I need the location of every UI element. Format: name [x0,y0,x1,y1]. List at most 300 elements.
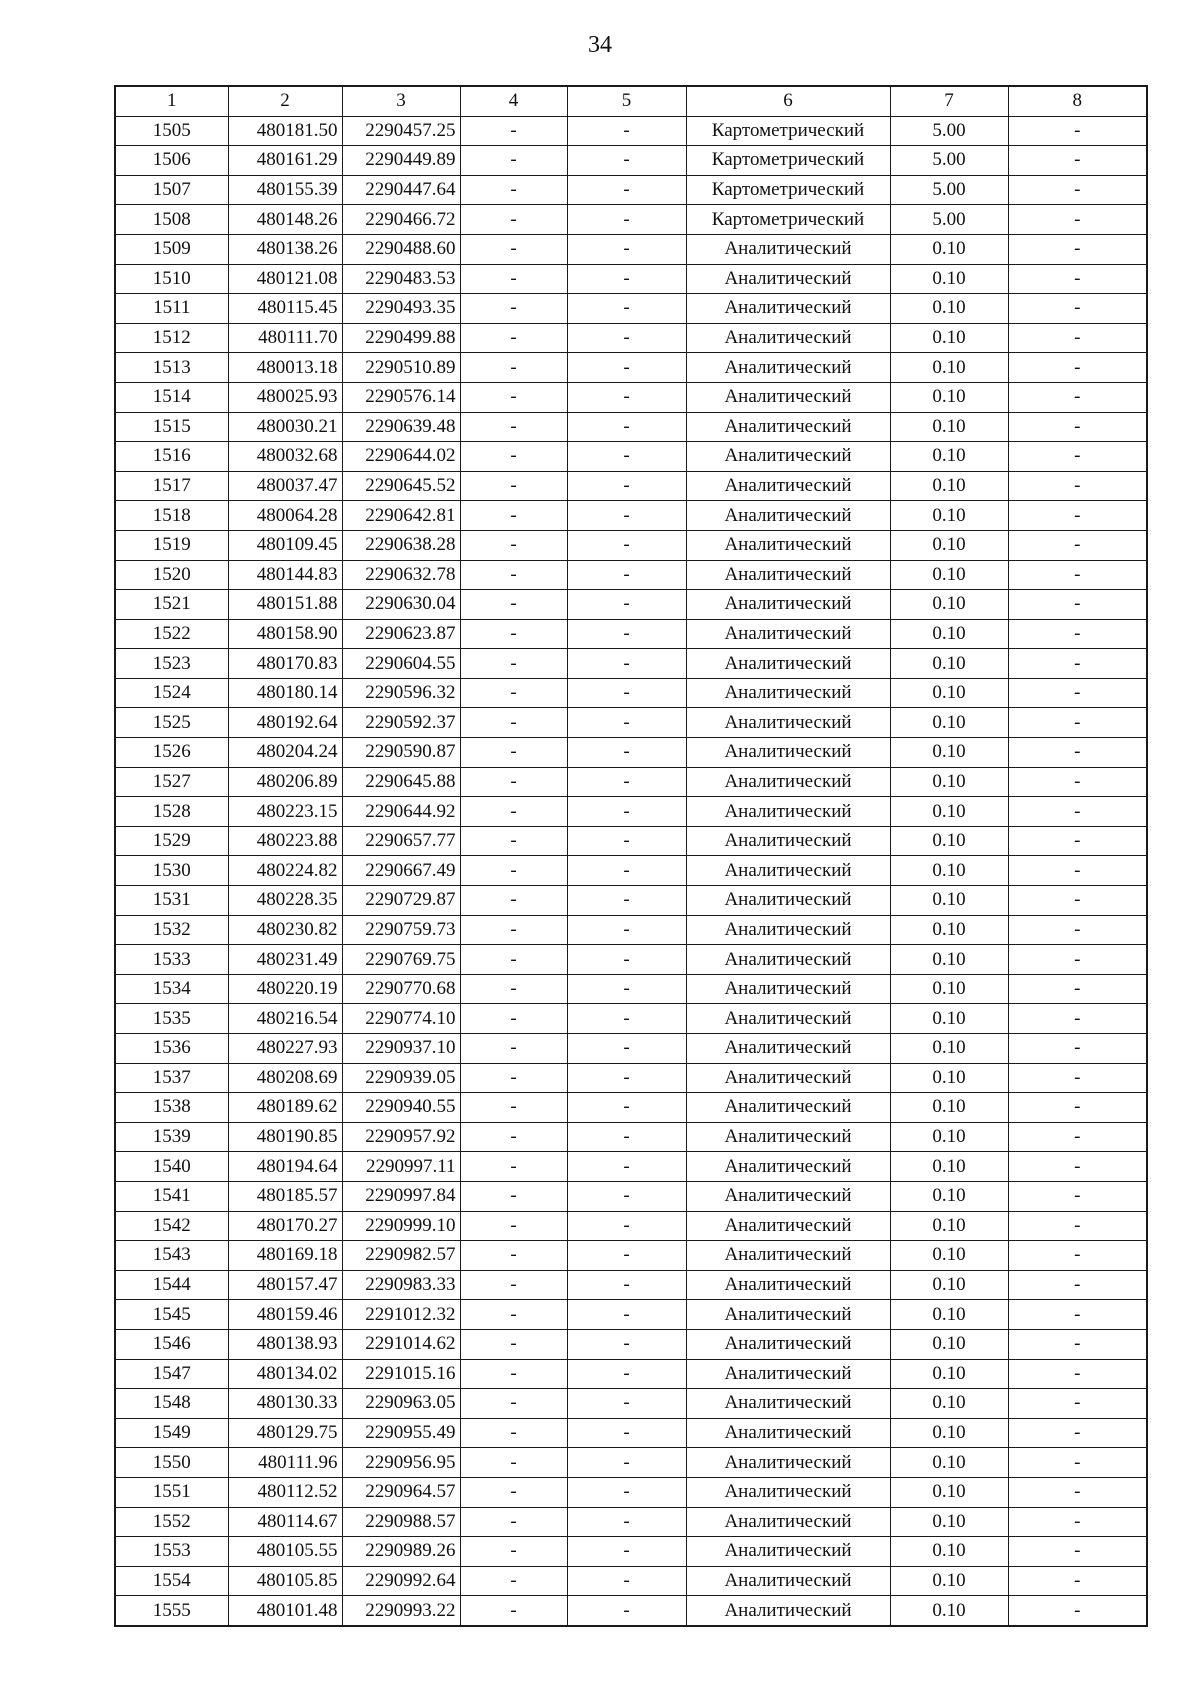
cell-point-number: 1519 [115,530,228,560]
cell-col-8: - [1008,353,1147,383]
cell-coord-x: 480112.52 [228,1477,342,1507]
cell-col-4: - [460,471,567,501]
cell-col-5: - [567,382,686,412]
cell-point-number: 1518 [115,501,228,531]
cell-col-5: - [567,708,686,738]
cell-coord-y: 2290604.55 [342,649,460,679]
table-row [115,175,1147,205]
table-row [115,945,1147,975]
cell-coord-x: 480025.93 [228,382,342,412]
cell-col-8: - [1008,767,1147,797]
cell-col-4: - [460,1300,567,1330]
cell-col-8: - [1008,412,1147,442]
cell-col-4: - [460,560,567,590]
cell-method: Аналитический [686,1211,890,1241]
cell-col-5: - [567,590,686,620]
cell-coord-x: 480111.96 [228,1448,342,1478]
cell-point-number: 1508 [115,205,228,235]
cell-col-8: - [1008,974,1147,1004]
cell-coord-y: 2291014.62 [342,1329,460,1359]
table-row [115,826,1147,856]
cell-coord-y: 2290993.22 [342,1596,460,1626]
cell-coord-x: 480158.90 [228,619,342,649]
table-row [115,1507,1147,1537]
table-row [115,886,1147,916]
cell-accuracy: 0.10 [890,708,1008,738]
cell-col-4: - [460,708,567,738]
cell-point-number: 1534 [115,974,228,1004]
cell-coord-y: 2291012.32 [342,1300,460,1330]
cell-col-8: - [1008,1448,1147,1478]
cell-method: Аналитический [686,590,890,620]
cell-coord-x: 480228.35 [228,886,342,916]
cell-point-number: 1507 [115,175,228,205]
cell-method: Аналитический [686,678,890,708]
cell-col-8: - [1008,1211,1147,1241]
cell-col-5: - [567,1004,686,1034]
cell-method: Аналитический [686,1270,890,1300]
cell-col-5: - [567,234,686,264]
cell-accuracy: 0.10 [890,1181,1008,1211]
cell-col-5: - [567,619,686,649]
cell-col-4: - [460,501,567,531]
cell-coord-y: 2290645.52 [342,471,460,501]
cell-coord-y: 2290493.35 [342,294,460,324]
table-row [115,530,1147,560]
cell-col-8: - [1008,1507,1147,1537]
cell-col-4: - [460,1093,567,1123]
cell-accuracy: 0.10 [890,501,1008,531]
cell-point-number: 1552 [115,1507,228,1537]
cell-accuracy: 0.10 [890,560,1008,590]
cell-coord-x: 480109.45 [228,530,342,560]
cell-method: Аналитический [686,294,890,324]
cell-coord-y: 2290729.87 [342,886,460,916]
cell-method: Аналитический [686,1596,890,1626]
cell-col-8: - [1008,175,1147,205]
cell-point-number: 1514 [115,382,228,412]
cell-point-number: 1538 [115,1093,228,1123]
cell-coord-y: 2290623.87 [342,619,460,649]
cell-col-4: - [460,1477,567,1507]
cell-accuracy: 0.10 [890,1566,1008,1596]
cell-col-8: - [1008,323,1147,353]
table-row [115,649,1147,679]
column-header-7: 7 [890,86,1008,116]
cell-accuracy: 0.10 [890,1537,1008,1567]
cell-point-number: 1516 [115,442,228,472]
cell-coord-x: 480013.18 [228,353,342,383]
cell-col-4: - [460,1418,567,1448]
cell-col-5: - [567,412,686,442]
cell-method: Аналитический [686,1034,890,1064]
cell-col-5: - [567,1418,686,1448]
cell-point-number: 1540 [115,1152,228,1182]
cell-col-4: - [460,353,567,383]
cell-method: Аналитический [686,264,890,294]
table-row [115,797,1147,827]
cell-col-4: - [460,323,567,353]
table-row [115,1537,1147,1567]
cell-col-4: - [460,1122,567,1152]
cell-col-4: - [460,1448,567,1478]
cell-col-4: - [460,382,567,412]
cell-coord-y: 2290466.72 [342,205,460,235]
cell-point-number: 1544 [115,1270,228,1300]
cell-coord-y: 2290576.14 [342,382,460,412]
cell-col-5: - [567,826,686,856]
cell-col-8: - [1008,1329,1147,1359]
cell-point-number: 1511 [115,294,228,324]
cell-point-number: 1510 [115,264,228,294]
cell-point-number: 1549 [115,1418,228,1448]
cell-col-4: - [460,116,567,146]
cell-method: Аналитический [686,619,890,649]
cell-accuracy: 0.10 [890,1300,1008,1330]
table-row [115,116,1147,146]
cell-col-8: - [1008,1359,1147,1389]
cell-col-4: - [460,205,567,235]
cell-method: Аналитический [686,1418,890,1448]
cell-point-number: 1522 [115,619,228,649]
table-row [115,442,1147,472]
cell-coord-y: 2290642.81 [342,501,460,531]
cell-coord-y: 2290447.64 [342,175,460,205]
cell-method: Картометрический [686,116,890,146]
table-row [115,1270,1147,1300]
cell-method: Аналитический [686,323,890,353]
cell-coord-y: 2290988.57 [342,1507,460,1537]
cell-point-number: 1537 [115,1063,228,1093]
cell-col-5: - [567,856,686,886]
cell-col-5: - [567,1389,686,1419]
cell-coord-y: 2290644.02 [342,442,460,472]
cell-method: Аналитический [686,1566,890,1596]
cell-coord-x: 480159.46 [228,1300,342,1330]
cell-col-8: - [1008,294,1147,324]
cell-accuracy: 0.10 [890,1448,1008,1478]
cell-col-5: - [567,323,686,353]
cell-point-number: 1506 [115,146,228,176]
cell-coord-y: 2290956.95 [342,1448,460,1478]
cell-accuracy: 0.10 [890,1034,1008,1064]
cell-point-number: 1505 [115,116,228,146]
cell-coord-x: 480189.62 [228,1093,342,1123]
cell-col-5: - [567,1329,686,1359]
cell-method: Аналитический [686,708,890,738]
cell-accuracy: 0.10 [890,856,1008,886]
cell-point-number: 1542 [115,1211,228,1241]
cell-accuracy: 0.10 [890,1004,1008,1034]
cell-accuracy: 0.10 [890,530,1008,560]
cell-method: Аналитический [686,234,890,264]
cell-coord-x: 480185.57 [228,1181,342,1211]
cell-coord-y: 2290982.57 [342,1241,460,1271]
cell-col-5: - [567,175,686,205]
cell-col-8: - [1008,856,1147,886]
cell-col-5: - [567,1507,686,1537]
cell-point-number: 1513 [115,353,228,383]
cell-col-4: - [460,412,567,442]
cell-col-4: - [460,264,567,294]
cell-col-4: - [460,1389,567,1419]
table-row [115,590,1147,620]
cell-coord-y: 2290590.87 [342,738,460,768]
cell-coord-y: 2290997.84 [342,1181,460,1211]
cell-col-8: - [1008,915,1147,945]
cell-accuracy: 0.10 [890,1122,1008,1152]
cell-col-5: - [567,915,686,945]
cell-accuracy: 0.10 [890,1093,1008,1123]
cell-accuracy: 0.10 [890,234,1008,264]
cell-accuracy: 0.10 [890,767,1008,797]
cell-accuracy: 0.10 [890,471,1008,501]
cell-col-5: - [567,294,686,324]
cell-point-number: 1535 [115,1004,228,1034]
cell-method: Аналитический [686,412,890,442]
cell-method: Аналитический [686,1389,890,1419]
cell-method: Аналитический [686,797,890,827]
cell-col-8: - [1008,738,1147,768]
column-header-6: 6 [686,86,890,116]
cell-col-8: - [1008,619,1147,649]
cell-accuracy: 0.10 [890,1507,1008,1537]
cell-col-5: - [567,530,686,560]
cell-col-5: - [567,560,686,590]
cell-point-number: 1532 [115,915,228,945]
cell-col-5: - [567,974,686,1004]
table-row [115,560,1147,590]
cell-point-number: 1512 [115,323,228,353]
cell-point-number: 1546 [115,1329,228,1359]
cell-method: Аналитический [686,649,890,679]
cell-accuracy: 0.10 [890,1063,1008,1093]
cell-coord-x: 480101.48 [228,1596,342,1626]
cell-coord-x: 480170.83 [228,649,342,679]
column-header-8: 8 [1008,86,1147,116]
cell-method: Аналитический [686,1537,890,1567]
cell-accuracy: 5.00 [890,116,1008,146]
cell-method: Картометрический [686,205,890,235]
cell-method: Аналитический [686,1181,890,1211]
cell-coord-y: 2290657.77 [342,826,460,856]
cell-method: Аналитический [686,1063,890,1093]
cell-method: Аналитический [686,1329,890,1359]
cell-accuracy: 0.10 [890,945,1008,975]
cell-method: Аналитический [686,856,890,886]
cell-coord-x: 480181.50 [228,116,342,146]
page-number: 34 [588,32,612,58]
cell-method: Картометрический [686,175,890,205]
cell-col-4: - [460,1270,567,1300]
cell-col-4: - [460,1004,567,1034]
table-header-row [115,86,1147,116]
cell-col-4: - [460,1211,567,1241]
cell-method: Аналитический [686,1004,890,1034]
cell-col-8: - [1008,264,1147,294]
cell-coord-x: 480157.47 [228,1270,342,1300]
cell-accuracy: 5.00 [890,146,1008,176]
cell-accuracy: 5.00 [890,175,1008,205]
cell-col-5: - [567,1093,686,1123]
cell-accuracy: 0.10 [890,1211,1008,1241]
cell-coord-y: 2290997.11 [342,1152,460,1182]
cell-coord-x: 480030.21 [228,412,342,442]
cell-coord-y: 2290983.33 [342,1270,460,1300]
cell-coord-y: 2290999.10 [342,1211,460,1241]
cell-col-4: - [460,1566,567,1596]
cell-point-number: 1553 [115,1537,228,1567]
cell-col-4: - [460,1359,567,1389]
cell-coord-x: 480155.39 [228,175,342,205]
cell-col-8: - [1008,708,1147,738]
table-row [115,471,1147,501]
cell-accuracy: 0.10 [890,323,1008,353]
cell-col-4: - [460,856,567,886]
cell-point-number: 1525 [115,708,228,738]
column-header-5: 5 [567,86,686,116]
cell-col-4: - [460,1181,567,1211]
table-row [115,1093,1147,1123]
cell-col-5: - [567,1596,686,1626]
cell-point-number: 1555 [115,1596,228,1626]
cell-coord-y: 2290630.04 [342,590,460,620]
table-row [115,1300,1147,1330]
cell-col-4: - [460,590,567,620]
cell-accuracy: 0.10 [890,1152,1008,1182]
cell-col-4: - [460,146,567,176]
cell-col-8: - [1008,1418,1147,1448]
column-header-2: 2 [228,86,342,116]
cell-col-5: - [567,1477,686,1507]
table-row [115,1329,1147,1359]
table-row [115,1596,1147,1626]
cell-col-8: - [1008,560,1147,590]
cell-accuracy: 0.10 [890,1270,1008,1300]
cell-coord-x: 480194.64 [228,1152,342,1182]
cell-col-4: - [460,1152,567,1182]
cell-method: Аналитический [686,560,890,590]
cell-coord-y: 2290457.25 [342,116,460,146]
cell-coord-y: 2290639.48 [342,412,460,442]
cell-col-4: - [460,175,567,205]
cell-coord-x: 480105.55 [228,1537,342,1567]
cell-col-8: - [1008,945,1147,975]
cell-accuracy: 0.10 [890,590,1008,620]
cell-col-8: - [1008,382,1147,412]
cell-point-number: 1509 [115,234,228,264]
cell-col-8: - [1008,205,1147,235]
cell-col-5: - [567,678,686,708]
column-header-1: 1 [115,86,228,116]
cell-accuracy: 0.10 [890,826,1008,856]
table-row [115,501,1147,531]
cell-coord-y: 2290483.53 [342,264,460,294]
cell-coord-y: 2290632.78 [342,560,460,590]
cell-coord-y: 2290937.10 [342,1034,460,1064]
cell-col-8: - [1008,471,1147,501]
cell-col-4: - [460,1596,567,1626]
cell-col-5: - [567,442,686,472]
cell-method: Аналитический [686,886,890,916]
cell-coord-x: 480114.67 [228,1507,342,1537]
table-row [115,678,1147,708]
table-row [115,234,1147,264]
cell-coord-y: 2290499.88 [342,323,460,353]
cell-col-5: - [567,649,686,679]
cell-coord-x: 480111.70 [228,323,342,353]
cell-coord-x: 480121.08 [228,264,342,294]
table-row [115,146,1147,176]
cell-coord-x: 480105.85 [228,1566,342,1596]
table-row [115,1034,1147,1064]
cell-col-8: - [1008,1004,1147,1034]
cell-point-number: 1533 [115,945,228,975]
cell-col-5: - [567,353,686,383]
cell-col-8: - [1008,1241,1147,1271]
cell-coord-x: 480227.93 [228,1034,342,1064]
table-row [115,767,1147,797]
cell-method: Аналитический [686,1152,890,1182]
table-body [115,116,1147,1626]
table-row [115,205,1147,235]
cell-coord-y: 2290644.92 [342,797,460,827]
cell-coord-x: 480230.82 [228,915,342,945]
coordinates-table [114,85,1148,1627]
cell-accuracy: 0.10 [890,353,1008,383]
cell-coord-x: 480148.26 [228,205,342,235]
cell-coord-x: 480170.27 [228,1211,342,1241]
table-row [115,856,1147,886]
cell-col-5: - [567,1300,686,1330]
cell-coord-y: 2290992.64 [342,1566,460,1596]
cell-accuracy: 0.10 [890,797,1008,827]
cell-col-8: - [1008,442,1147,472]
cell-coord-y: 2290957.92 [342,1122,460,1152]
cell-col-8: - [1008,649,1147,679]
cell-col-4: - [460,797,567,827]
cell-method: Аналитический [686,471,890,501]
cell-accuracy: 0.10 [890,1418,1008,1448]
cell-accuracy: 0.10 [890,915,1008,945]
cell-coord-x: 480115.45 [228,294,342,324]
cell-accuracy: 0.10 [890,678,1008,708]
cell-col-4: - [460,1329,567,1359]
cell-col-5: - [567,886,686,916]
cell-method: Аналитический [686,353,890,383]
cell-col-8: - [1008,1566,1147,1596]
cell-point-number: 1551 [115,1477,228,1507]
cell-col-8: - [1008,826,1147,856]
cell-coord-y: 2290638.28 [342,530,460,560]
table-row [115,1418,1147,1448]
table-row [115,1477,1147,1507]
cell-point-number: 1526 [115,738,228,768]
cell-method: Картометрический [686,146,890,176]
cell-col-4: - [460,1537,567,1567]
cell-accuracy: 0.10 [890,382,1008,412]
table-row [115,708,1147,738]
cell-point-number: 1554 [115,1566,228,1596]
cell-accuracy: 0.10 [890,294,1008,324]
cell-col-5: - [567,1566,686,1596]
cell-coord-x: 480192.64 [228,708,342,738]
cell-col-4: - [460,234,567,264]
cell-col-8: - [1008,1537,1147,1567]
cell-method: Аналитический [686,442,890,472]
cell-coord-x: 480130.33 [228,1389,342,1419]
cell-coord-y: 2290989.26 [342,1537,460,1567]
